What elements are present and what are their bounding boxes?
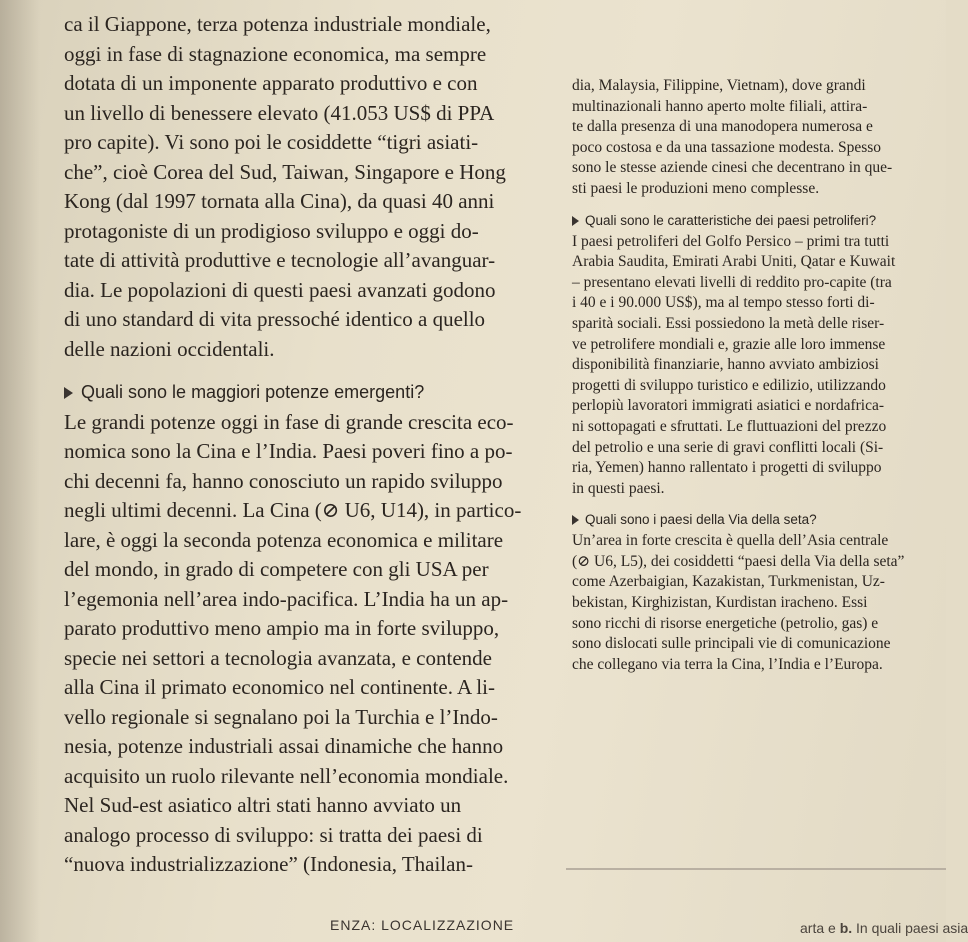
text-line: dotata di un imponente apparato produttivo e con — [64, 71, 478, 95]
text-line: disponibilità finanziarie, hanno avviato ambiziosi — [572, 356, 879, 374]
left-paragraph-1 — [64, 10, 560, 364]
text-line: dia. Le popolazioni di questi paesi avanzati godono — [64, 277, 496, 302]
text-line: del mondo, in grado di competere con gli USA per — [64, 557, 489, 581]
arrow-bullet-icon — [572, 216, 579, 226]
exercise-fragment-post: In quali paesi asia — [856, 920, 968, 936]
right-column — [572, 76, 938, 675]
exercise-fragment-pre: arta e — [800, 920, 836, 936]
question-heading-emerging-powers — [64, 378, 560, 408]
text-line: (⊘ U6, L5), dei cosiddetti “paesi della Via della seta” — [572, 552, 905, 570]
text-line: tate di attività produttive e tecnologie all’avanguar- — [64, 248, 496, 272]
section-label: ENZA: LOCALIZZAZIONE — [330, 917, 515, 933]
text-line: un livello di benessere elevato (41.053 US$ di PPA — [64, 100, 495, 125]
text-line: vello regionale si segnalano poi la Turchia e l’Indo- — [64, 704, 498, 729]
text-line: del petrolio e una serie di gravi conflitti locali (Si- — [572, 438, 884, 456]
text-line: Nel Sud-est asiatico altri stati hanno avviato un — [64, 793, 462, 817]
text-line: Le grandi potenze oggi in fase di grande crescita eco- — [64, 409, 514, 434]
text-line: sono le stesse aziende cinesi che decentrano in que- — [572, 159, 893, 177]
question-text: Quali sono i paesi della Via della seta? — [585, 512, 817, 528]
text-line: Arabia Saudita, Emirati Arabi Uniti, Qatar e Kuwait — [572, 253, 896, 271]
text-line: lare, è oggi la seconda potenza economica e militare — [64, 527, 504, 552]
page-fold-shadow — [0, 0, 40, 942]
text-line: ca il Giappone, terza potenza industriale mondiale, — [64, 12, 491, 36]
text-line: Kong (dal 1997 tornata alla Cina), da quasi 40 anni — [64, 189, 495, 213]
text-line: l’egemonia nell’area indo-pacifica. L’India ha un ap- — [64, 586, 509, 611]
text-line: delle nazioni occidentali. — [64, 336, 275, 361]
left-paragraph-2 — [64, 408, 560, 880]
text-line: te dalla presenza di una manodopera numerosa e — [572, 118, 873, 136]
text-line: chi decenni fa, hanno conosciuto un rapido sviluppo — [64, 468, 503, 493]
text-line: ria, Yemen) hanno rallentato i progetti di sviluppo — [572, 459, 882, 477]
right-paragraph-3 — [572, 531, 938, 675]
text-line: progetti di sviluppo turistico e edilizio, utilizzando — [572, 376, 886, 394]
text-line: negli ultimi decenni. La Cina (⊘ U6, U14), in partico- — [64, 498, 522, 522]
text-line: come Azerbaigian, Kazakistan, Turkmenistan, Uz- — [572, 573, 885, 591]
text-line: nesia, potenze industriali assai dinamiche che hanno — [64, 734, 504, 758]
text-line: che”, cioè Corea del Sud, Taiwan, Singapore e Hong — [64, 159, 506, 184]
text-line: poco costosa e da una tassazione modesta. Spesso — [572, 138, 882, 156]
text-line: Un’area in forte crescita è quella dell’Asia centrale — [572, 532, 889, 550]
text-line: in questi paesi. — [572, 479, 665, 497]
text-line: ve petrolifere mondiali e, grazie alle loro immense — [572, 335, 886, 353]
question-text: Quali sono le caratteristiche dei paesi petroliferi? — [585, 212, 877, 228]
text-line: acquisito un ruolo rilevante nell’economia mondiale. — [64, 763, 509, 788]
text-line: sparità sociali. Essi possiedono la metà delle riser- — [572, 314, 885, 332]
text-line: I paesi petroliferi del Golfo Persico – primi tra tutti — [572, 232, 890, 250]
exercise-letter: b. — [839, 920, 853, 936]
text-line: perlopiù lavoratori immigrati asiatici e nordafrica- — [572, 397, 885, 415]
text-line: protagoniste di un prodigioso sviluppo e oggi do- — [64, 218, 479, 243]
text-line: – presentano elevati livelli di reddito pro-capite (tra — [572, 273, 892, 291]
question-heading-oil-countries — [572, 210, 938, 232]
arrow-bullet-icon — [64, 387, 73, 399]
section-divider — [566, 868, 946, 870]
text-line: che collegano via terra la Cina, l’India e l’Europa. — [572, 655, 883, 673]
text-line: parato produttivo meno ampio ma in forte sviluppo, — [64, 616, 500, 640]
text-line: sti paesi le produzioni meno complesse. — [572, 179, 820, 197]
exercise-fragment — [800, 920, 968, 936]
text-line: multinazionali hanno aperto molte filiali, attira- — [572, 97, 868, 115]
right-paragraph-2 — [572, 232, 938, 500]
text-line: sono dislocati sulle principali vie di comunicazione — [572, 635, 891, 653]
text-line: sono ricchi di risorse energetiche (petrolio, gas) e — [572, 614, 879, 632]
text-line: “nuova industrializzazione” (Indonesia, Thailan- — [64, 852, 473, 876]
text-line: alla Cina il primato economico nel continente. A li- — [64, 675, 495, 699]
arrow-bullet-icon — [572, 515, 579, 525]
text-line: dia, Malaysia, Filippine, Vietnam), dove grandi — [572, 77, 866, 94]
text-line: pro capite). Vi sono poi le cosiddette “tigri asiati- — [64, 130, 479, 154]
right-paragraph-1 — [572, 76, 938, 200]
text-line: bekistan, Kirghizistan, Kurdistan iracheno. Essi — [572, 594, 868, 612]
text-line: di uno standard di vita pressoché identico a quello — [64, 307, 486, 331]
question-heading-silk-road — [572, 509, 938, 531]
text-line: ni sottopagati e sfruttati. Le fluttuazioni del prezzo — [572, 417, 887, 435]
question-text: Quali sono le maggiori potenze emergenti? — [81, 382, 425, 402]
text-line: nomica sono la Cina e l’India. Paesi poveri fino a po- — [64, 439, 513, 463]
text-line: specie nei settori a tecnologia avanzata, e contende — [64, 645, 492, 670]
left-column — [64, 10, 560, 880]
text-line: analogo processo di sviluppo: si tratta dei paesi di — [64, 822, 483, 847]
text-line: i 40 e i 90.000 US$), ma al tempo stesso forti di- — [572, 294, 875, 312]
text-line: oggi in fase di stagnazione economica, ma sempre — [64, 41, 487, 66]
